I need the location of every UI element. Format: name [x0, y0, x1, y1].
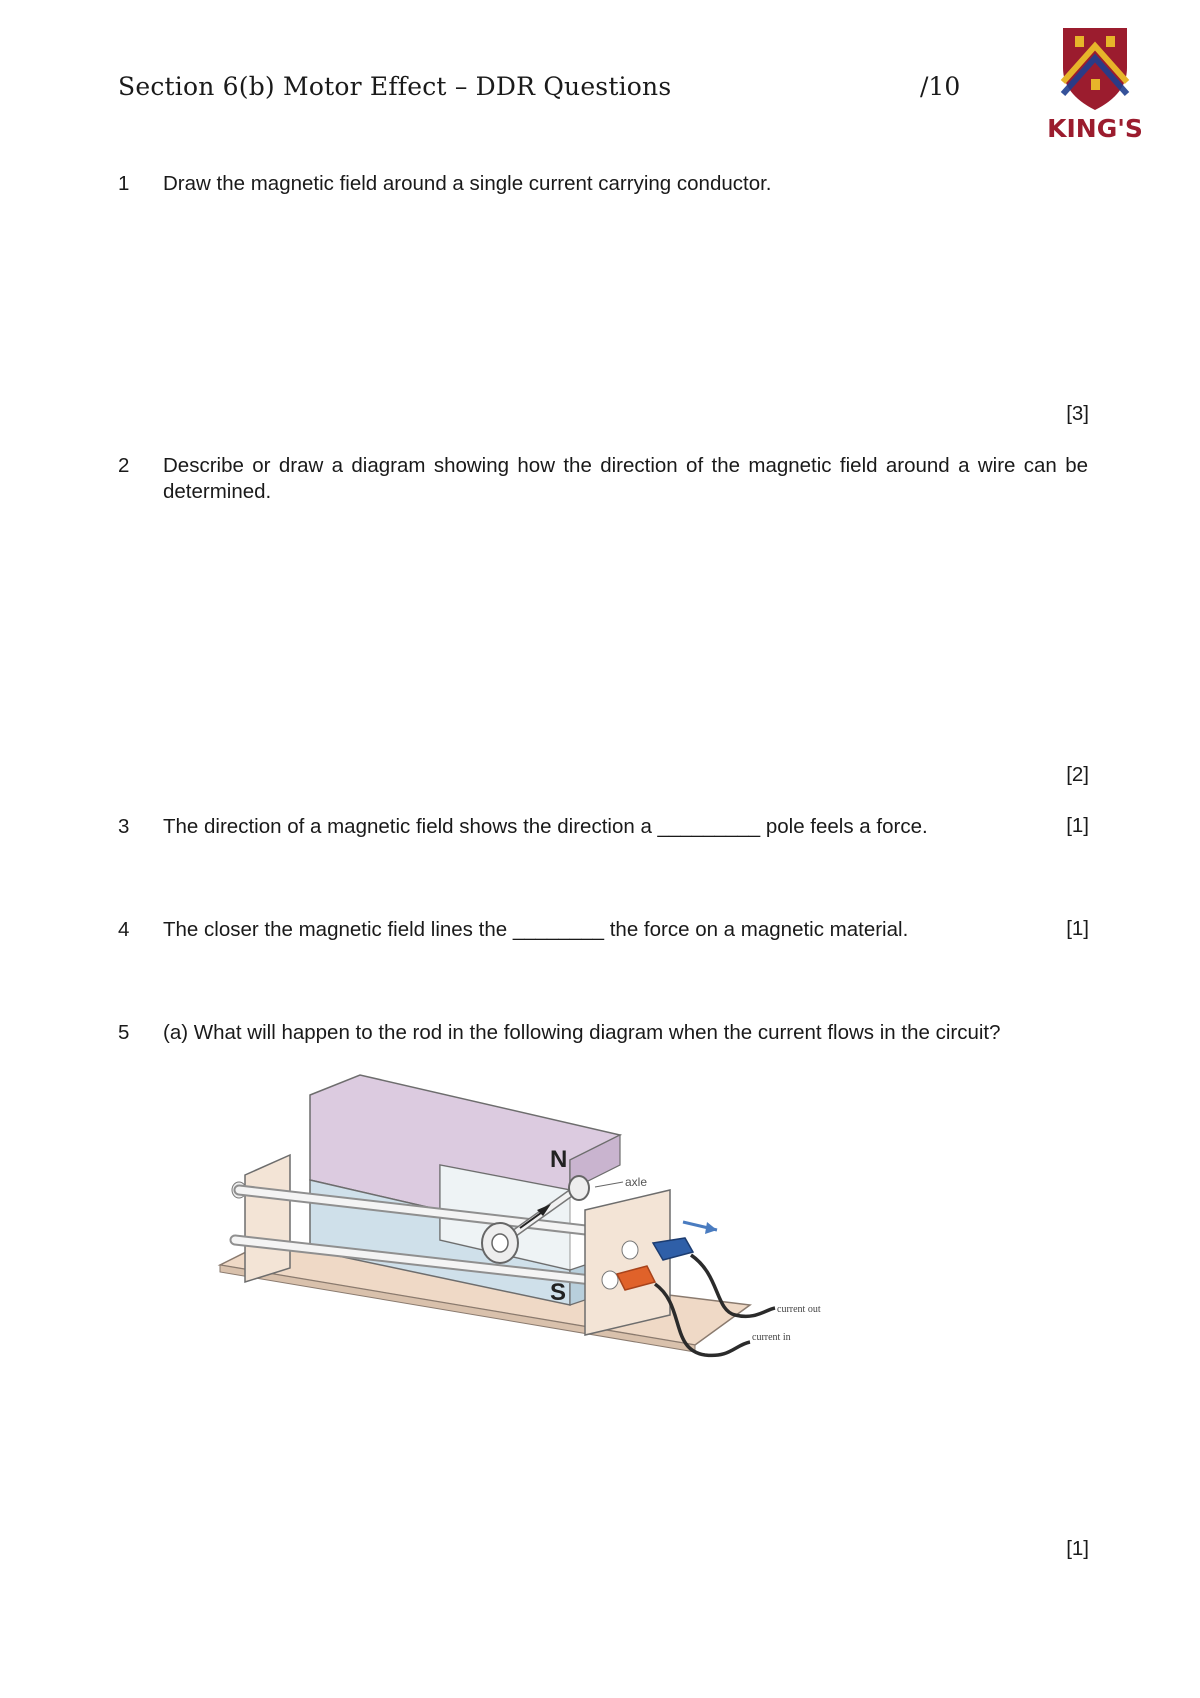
- axle-label: axle: [625, 1175, 648, 1189]
- question-3-mark: [1]: [1066, 814, 1089, 837]
- question-1-mark: [3]: [1066, 402, 1089, 425]
- south-label: S: [550, 1279, 567, 1306]
- question-2-text: Describe or draw a diagram showing how the direction of the magnetic field around a wire can be determined.: [163, 454, 1088, 503]
- question-4-text: The closer the magnetic field lines the ________ the force on a magnetic material.: [163, 918, 909, 941]
- question-5-mark: [1]: [1066, 1537, 1089, 1560]
- question-number: 4: [118, 918, 130, 941]
- kings-logo: [1035, 24, 1155, 144]
- back-wheel: [569, 1176, 589, 1200]
- motor-effect-diagram: [215, 1060, 880, 1390]
- north-label: N: [550, 1146, 568, 1173]
- question-4-mark: [1]: [1066, 917, 1089, 940]
- question-2-mark: [2]: [1066, 763, 1089, 786]
- question-number: 2: [118, 454, 130, 477]
- current-out-label: current out: [777, 1304, 821, 1315]
- right-socket-top: [622, 1241, 638, 1259]
- question-3-text: The direction of a magnetic field shows the direction a _________ pole feels a force.: [163, 815, 928, 838]
- right-support: [585, 1190, 670, 1335]
- question-number: 3: [118, 815, 130, 838]
- left-support: [245, 1155, 290, 1282]
- current-in-label: current in: [752, 1332, 791, 1343]
- total-score: /10: [920, 72, 961, 101]
- question-1-text: Draw the magnetic field around a single current carrying conductor.: [163, 172, 772, 195]
- logo-text: KING'S: [1047, 114, 1143, 143]
- question-5-text: (a) What will happen to the rod in the following diagram when the current flows in the circuit?: [163, 1021, 1001, 1044]
- question-number: 1: [118, 172, 130, 195]
- page-title: Section 6(b) Motor Effect – DDR Questions: [118, 72, 672, 101]
- question-number: 5: [118, 1021, 130, 1044]
- right-socket-bottom: [602, 1271, 618, 1289]
